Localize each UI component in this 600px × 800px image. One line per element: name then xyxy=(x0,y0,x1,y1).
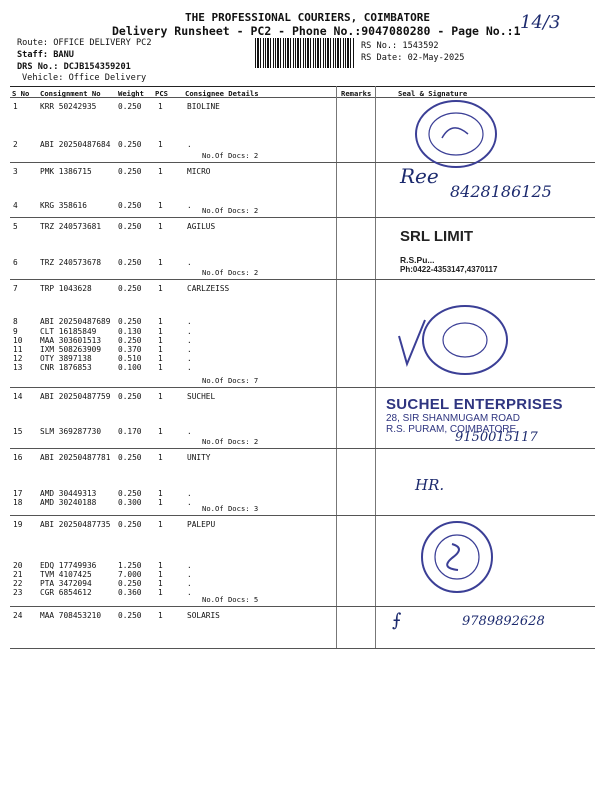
row-detail-dot: . xyxy=(187,427,192,436)
row-cno: KRR 50242935 xyxy=(40,102,97,111)
row-sno: 8 xyxy=(13,317,18,326)
row-sno: 23 xyxy=(13,588,23,597)
row-cno: CNR 1876853 xyxy=(40,363,92,372)
barcode xyxy=(255,38,355,68)
runsheet-title: Delivery Runsheet - PC2 - Phone No.:9047080280 - Page No.:1 xyxy=(112,24,521,38)
docs-count: No.Of Docs: 2 xyxy=(202,151,259,160)
row-detail-dot: . xyxy=(187,579,192,588)
row-cno: AMD 30449313 xyxy=(40,489,97,498)
row-wt: 0.130 xyxy=(118,327,142,336)
palepu-seal-icon xyxy=(418,518,496,596)
row-pcs: 1 xyxy=(158,520,163,529)
row-pcs: 1 xyxy=(158,102,163,111)
consignee-name: AGILUS xyxy=(187,222,216,231)
solaris-signature-icon: ⨍ xyxy=(392,610,402,631)
suchel-stamp-name: SUCHEL ENTERPRISES xyxy=(386,396,563,413)
row-sno: 19 xyxy=(13,520,23,529)
row-pcs: 1 xyxy=(158,588,163,597)
row-cno: MAA 303601513 xyxy=(40,336,102,345)
row-sno: 3 xyxy=(13,167,18,176)
row-cno: PTA 3472094 xyxy=(40,579,92,588)
col-seal-signature: Seal & Signature xyxy=(398,89,468,98)
row-pcs: 1 xyxy=(158,345,163,354)
row-wt: 0.510 xyxy=(118,354,142,363)
row-wt: 0.250 xyxy=(118,222,142,231)
row-wt: 0.300 xyxy=(118,498,142,507)
row-cno: ABI 20250487689 xyxy=(40,317,111,326)
docs-count: No.Of Docs: 2 xyxy=(202,206,259,215)
row-pcs: 1 xyxy=(158,222,163,231)
row-sno: 18 xyxy=(13,498,23,507)
row-pcs: 1 xyxy=(158,317,163,326)
vehicle: Vehicle: Office Delivery xyxy=(22,73,147,83)
row-sno: 14 xyxy=(13,392,23,401)
unity-signature: HR. xyxy=(415,476,445,494)
row-cno: ABI 20250487735 xyxy=(40,520,111,529)
row-detail-dot: . xyxy=(187,345,192,354)
solaris-phone: 9789892628 xyxy=(462,614,545,629)
row-detail-dot: . xyxy=(187,363,192,372)
consignee-name: SUCHEL xyxy=(187,392,216,401)
row-wt: 0.360 xyxy=(118,588,142,597)
consignee-name: CARLZEISS xyxy=(187,284,230,293)
consignee-name: MICRO xyxy=(187,167,211,176)
row-sno: 22 xyxy=(13,579,23,588)
row-pcs: 1 xyxy=(158,498,163,507)
group-divider xyxy=(10,648,595,649)
row-cno: TRZ 240573681 xyxy=(40,222,102,231)
row-sno: 7 xyxy=(13,284,18,293)
row-cno: AMD 30240188 xyxy=(40,498,97,507)
row-cno: CLT 16185849 xyxy=(40,327,97,336)
srl-stamp-name: SRL LIMIT xyxy=(400,228,474,245)
docs-count: No.Of Docs: 7 xyxy=(202,376,259,385)
row-cno: SLM 369287730 xyxy=(40,427,102,436)
row-cno: ABI 20250487759 xyxy=(40,392,111,401)
company-title: THE PROFESSIONAL COURIERS, COIMBATORE xyxy=(185,11,431,24)
suchel-phone: 9150015117 xyxy=(455,430,538,445)
remarks-divider xyxy=(336,86,337,648)
row-cno: EDQ 17749936 xyxy=(40,561,97,570)
srl-stamp-phone: Ph:0422-4353147,4370117 xyxy=(400,265,498,274)
row-cno: ABI 20250487684 xyxy=(40,140,111,149)
row-pcs: 1 xyxy=(158,201,163,210)
row-detail-dot: . xyxy=(187,140,192,149)
row-sno: 17 xyxy=(13,489,23,498)
row-wt: 0.170 xyxy=(118,427,142,436)
row-sno: 9 xyxy=(13,327,18,336)
row-cno: CGR 6854612 xyxy=(40,588,92,597)
row-sno: 24 xyxy=(13,611,23,620)
group-divider xyxy=(10,162,595,163)
row-wt: 0.250 xyxy=(118,284,142,293)
micro-signature: Ree xyxy=(400,164,439,188)
row-pcs: 1 xyxy=(158,489,163,498)
consignee-name: UNITY xyxy=(187,453,211,462)
docs-count: No.Of Docs: 2 xyxy=(202,268,259,277)
row-wt: 0.250 xyxy=(118,453,142,462)
row-wt: 0.250 xyxy=(118,317,142,326)
row-cno: TRZ 240573678 xyxy=(40,258,102,267)
row-detail-dot: . xyxy=(187,561,192,570)
consignee-name: BIOLINE xyxy=(187,102,220,111)
staff xyxy=(17,50,74,60)
row-wt: 7.000 xyxy=(118,570,142,579)
row-wt: 0.250 xyxy=(118,336,142,345)
row-wt: 0.250 xyxy=(118,520,142,529)
col-remarks: Remarks xyxy=(341,89,372,98)
row-wt: 0.250 xyxy=(118,167,142,176)
row-pcs: 1 xyxy=(158,354,163,363)
row-sno: 12 xyxy=(13,354,23,363)
row-pcs: 1 xyxy=(158,167,163,176)
row-pcs: 1 xyxy=(158,327,163,336)
suchel-stamp-addr2: R.S. PURAM, COIMBATORE xyxy=(386,424,517,435)
row-wt: 0.250 xyxy=(118,140,142,149)
row-sno: 10 xyxy=(13,336,23,345)
row-detail-dot: . xyxy=(187,354,192,363)
row-sno: 2 xyxy=(13,140,18,149)
row-sno: 5 xyxy=(13,222,18,231)
row-cno: TRP 1043628 xyxy=(40,284,92,293)
row-cno: KRG 358616 xyxy=(40,201,87,210)
row-sno: 6 xyxy=(13,258,18,267)
group-divider xyxy=(10,217,595,218)
docs-count: No.Of Docs: 2 xyxy=(202,437,259,446)
row-wt: 0.100 xyxy=(118,363,142,372)
consignee-name: SOLARIS xyxy=(187,611,220,620)
srl-stamp-sub: R.S.Pu... xyxy=(400,255,435,265)
row-pcs: 1 xyxy=(158,392,163,401)
micro-phone: 8428186125 xyxy=(450,182,552,201)
group-divider xyxy=(10,515,595,516)
row-pcs: 1 xyxy=(158,363,163,372)
row-wt: 0.370 xyxy=(118,345,142,354)
row-sno: 15 xyxy=(13,427,23,436)
col-weight: Weight xyxy=(118,89,144,98)
row-cno: ABI 20250487781 xyxy=(40,453,111,462)
row-sno: 4 xyxy=(13,201,18,210)
row-pcs: 1 xyxy=(158,561,163,570)
row-detail-dot: . xyxy=(187,258,192,267)
group-divider xyxy=(10,606,595,607)
rs-number: RS No.: 1543592 xyxy=(361,41,439,51)
row-wt: 0.250 xyxy=(118,201,142,210)
row-pcs: 1 xyxy=(158,258,163,267)
seal-divider xyxy=(375,86,376,648)
row-sno: 21 xyxy=(13,570,23,579)
row-pcs: 1 xyxy=(158,611,163,620)
col-sno: S No xyxy=(12,89,30,98)
row-cno: PMK 1386715 xyxy=(40,167,92,176)
docs-count: No.Of Docs: 5 xyxy=(202,595,259,604)
row-detail-dot: . xyxy=(187,570,192,579)
row-detail-dot: . xyxy=(187,489,192,498)
drs-number: DRS No.: DCJB154359201 xyxy=(17,62,131,72)
consignee-name: PALEPU xyxy=(187,520,216,529)
handwritten-page-number: 14/3 xyxy=(520,12,561,33)
carlzeiss-seal-icon xyxy=(385,300,525,380)
row-wt: 0.250 xyxy=(118,258,142,267)
row-wt: 1.250 xyxy=(118,561,142,570)
col-consignee: Consignee Details xyxy=(185,89,259,98)
row-sno: 1 xyxy=(13,102,18,111)
route: Route: OFFICE DELIVERY PC2 xyxy=(17,38,152,48)
bioline-seal-icon xyxy=(412,98,500,170)
col-consignment: Consignment No xyxy=(40,89,101,98)
row-wt: 0.250 xyxy=(118,392,142,401)
staff-name: BANU xyxy=(53,50,74,60)
group-divider xyxy=(10,279,595,280)
suchel-stamp-addr1: 28, SIR SHANMUGAM ROAD xyxy=(386,413,520,424)
row-detail-dot: . xyxy=(187,201,192,210)
row-cno: OTY 3897138 xyxy=(40,354,92,363)
row-wt: 0.250 xyxy=(118,611,142,620)
table-top-rule xyxy=(10,86,595,87)
col-pcs: PCS xyxy=(155,89,168,98)
row-cno: TVM 4107425 xyxy=(40,570,92,579)
row-wt: 0.250 xyxy=(118,579,142,588)
row-pcs: 1 xyxy=(158,453,163,462)
row-wt: 0.250 xyxy=(118,489,142,498)
staff-label: Staff: xyxy=(17,50,49,60)
row-sno: 11 xyxy=(13,345,23,354)
row-pcs: 1 xyxy=(158,284,163,293)
row-pcs: 1 xyxy=(158,579,163,588)
row-detail-dot: . xyxy=(187,327,192,336)
row-cno: MAA 708453210 xyxy=(40,611,102,620)
row-pcs: 1 xyxy=(158,140,163,149)
group-divider xyxy=(10,448,595,449)
row-pcs: 1 xyxy=(158,427,163,436)
row-detail-dot: . xyxy=(187,498,192,507)
rs-date: RS Date: 02-May-2025 xyxy=(361,53,465,63)
srl-stamp xyxy=(400,228,497,274)
row-detail-dot: . xyxy=(187,336,192,345)
row-cno: IXM 508263909 xyxy=(40,345,102,354)
group-divider xyxy=(10,387,595,388)
row-sno: 16 xyxy=(13,453,23,462)
row-pcs: 1 xyxy=(158,570,163,579)
docs-count: No.Of Docs: 3 xyxy=(202,504,259,513)
row-pcs: 1 xyxy=(158,336,163,345)
row-wt: 0.250 xyxy=(118,102,142,111)
row-sno: 13 xyxy=(13,363,23,372)
row-detail-dot: . xyxy=(187,317,192,326)
row-detail-dot: . xyxy=(187,588,192,597)
row-sno: 20 xyxy=(13,561,23,570)
